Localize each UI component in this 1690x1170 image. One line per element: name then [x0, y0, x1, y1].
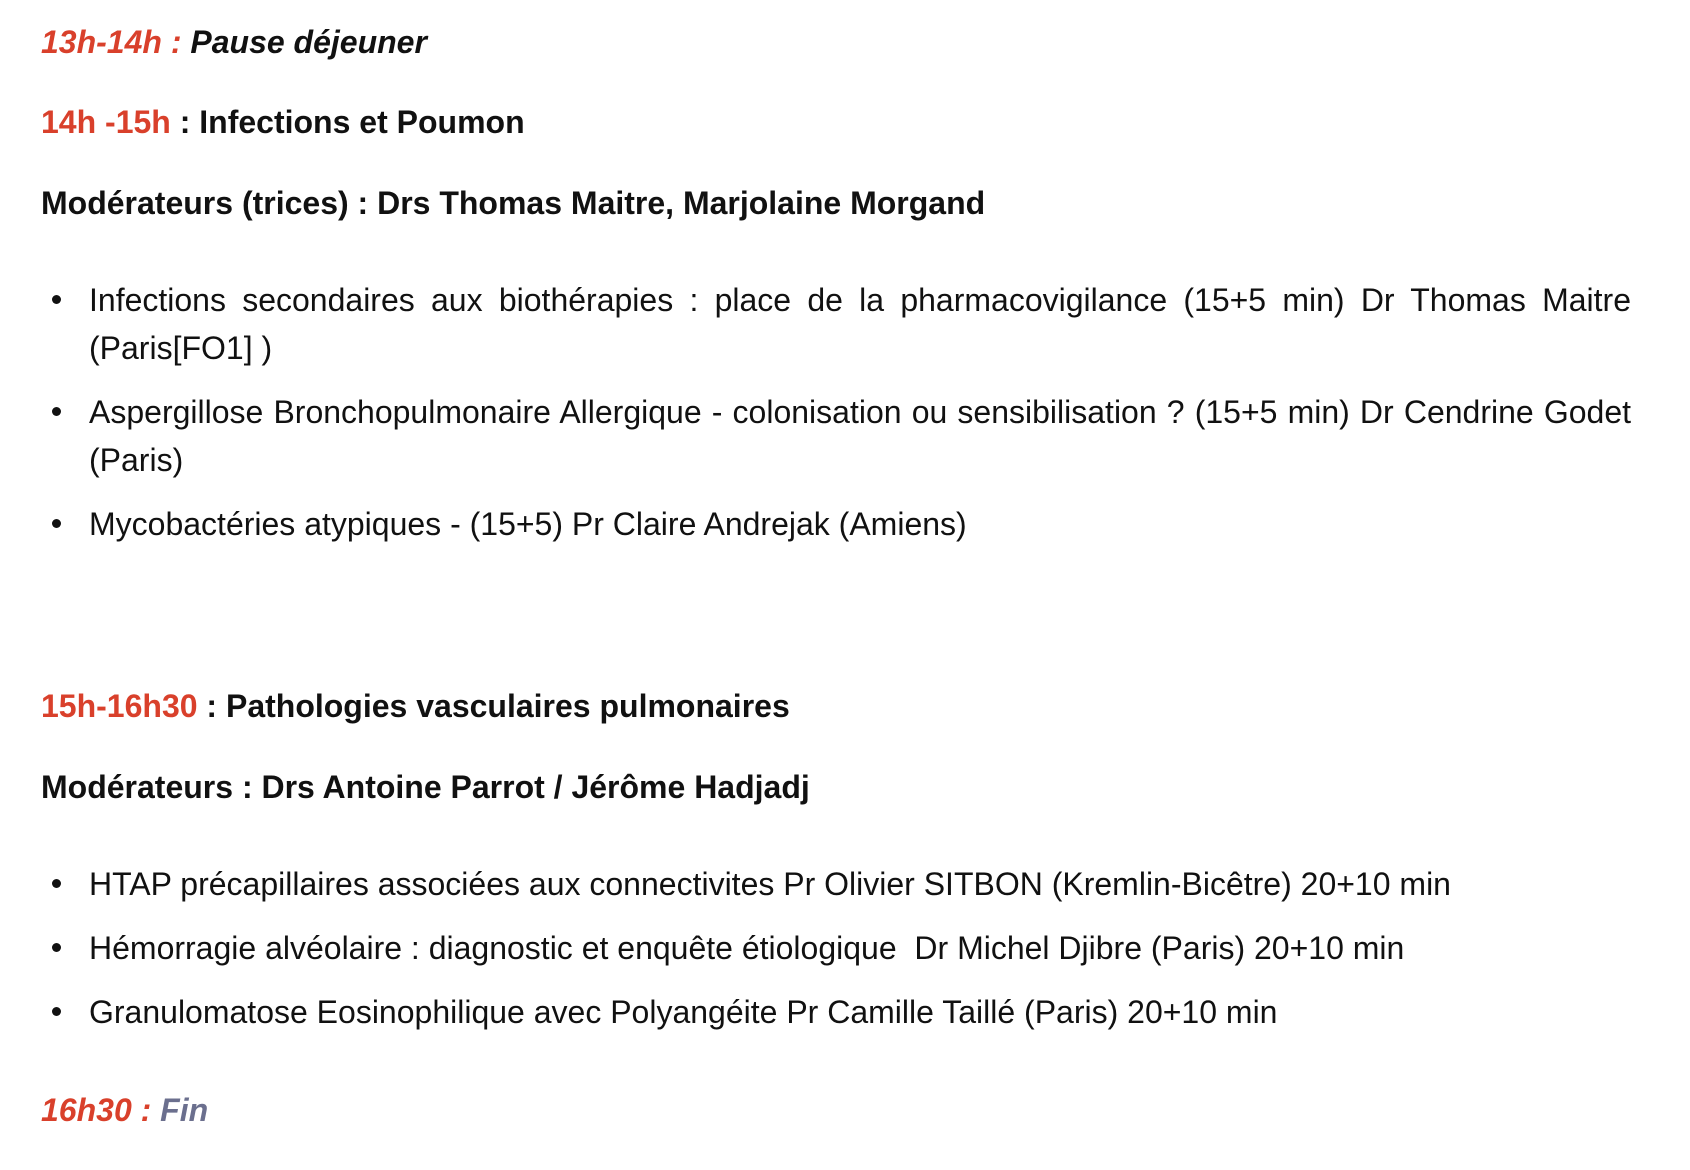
talk-item: [41, 500, 1631, 548]
talk-item: [41, 388, 1631, 484]
session-lunch-time: 13h-14h :: [41, 24, 182, 60]
session-vascular-moderators: Modérateurs : Drs Antoine Parrot / Jérôme Hadjadj: [41, 769, 810, 805]
session-infections-title: Infections et Poumon: [199, 104, 525, 140]
session-infections-separator: :: [170, 104, 200, 140]
session-vascular-time: 15h-16h30: [41, 688, 198, 724]
bullet-icon: [52, 943, 61, 952]
session-vascular-talk-list: [41, 860, 1631, 1052]
session-vascular-title: Pathologies vasculaires pulmonaires: [225, 688, 790, 724]
talk-item: [41, 860, 1631, 908]
talk-item: [41, 924, 1631, 972]
talk-text: Hémorragie alvéolaire : diagnostic et enquête étiologique Dr Michel Djibre (Paris) 20+10 min: [89, 930, 1405, 966]
bullet-icon: [52, 1007, 61, 1016]
session-end-time: 16h30 :: [41, 1092, 152, 1128]
bullet-icon: [52, 407, 61, 416]
talk-text: Mycobactéries atypiques - (15+5) Pr Claire Andrejak (Amiens): [89, 506, 967, 542]
session-infections-moderators: Modérateurs (trices) : Drs Thomas Maitre, Marjolaine Morgand: [41, 185, 986, 221]
talk-text: Infections secondaires aux biothérapies : place de la pharmacovigilance (15+5 min) Dr Thomas Maitre (Paris[FO1] ): [89, 282, 1631, 366]
talk-text: Aspergillose Bronchopulmonaire Allergique - colonisation ou sensibilisation ? (15+5 min) Dr Cendrine Godet (Paris): [89, 394, 1631, 478]
bullet-icon: [52, 879, 61, 888]
session-vascular-separator: :: [197, 688, 226, 724]
session-end-title: Fin: [160, 1092, 209, 1128]
session-vascular-heading: [41, 686, 790, 726]
talk-item: [41, 276, 1631, 372]
session-end-heading: [41, 1090, 208, 1130]
session-infections-heading: [41, 102, 525, 142]
talk-text: HTAP précapillaires associées aux connectivites Pr Olivier SITBON (Kremlin-Bicêtre) 20+10 min: [89, 866, 1451, 902]
talk-text: Granulomatose Eosinophilique avec Polyangéite Pr Camille Taillé (Paris) 20+10 min: [89, 994, 1278, 1030]
bullet-icon: [52, 519, 61, 528]
talk-item: [41, 988, 1631, 1036]
session-infections-talk-list: [41, 276, 1631, 564]
session-infections-time: 14h -15h: [41, 104, 171, 140]
session-lunch-heading: [41, 22, 427, 62]
session-lunch-title: Pause déjeuner: [190, 24, 427, 60]
bullet-icon: [52, 295, 61, 304]
